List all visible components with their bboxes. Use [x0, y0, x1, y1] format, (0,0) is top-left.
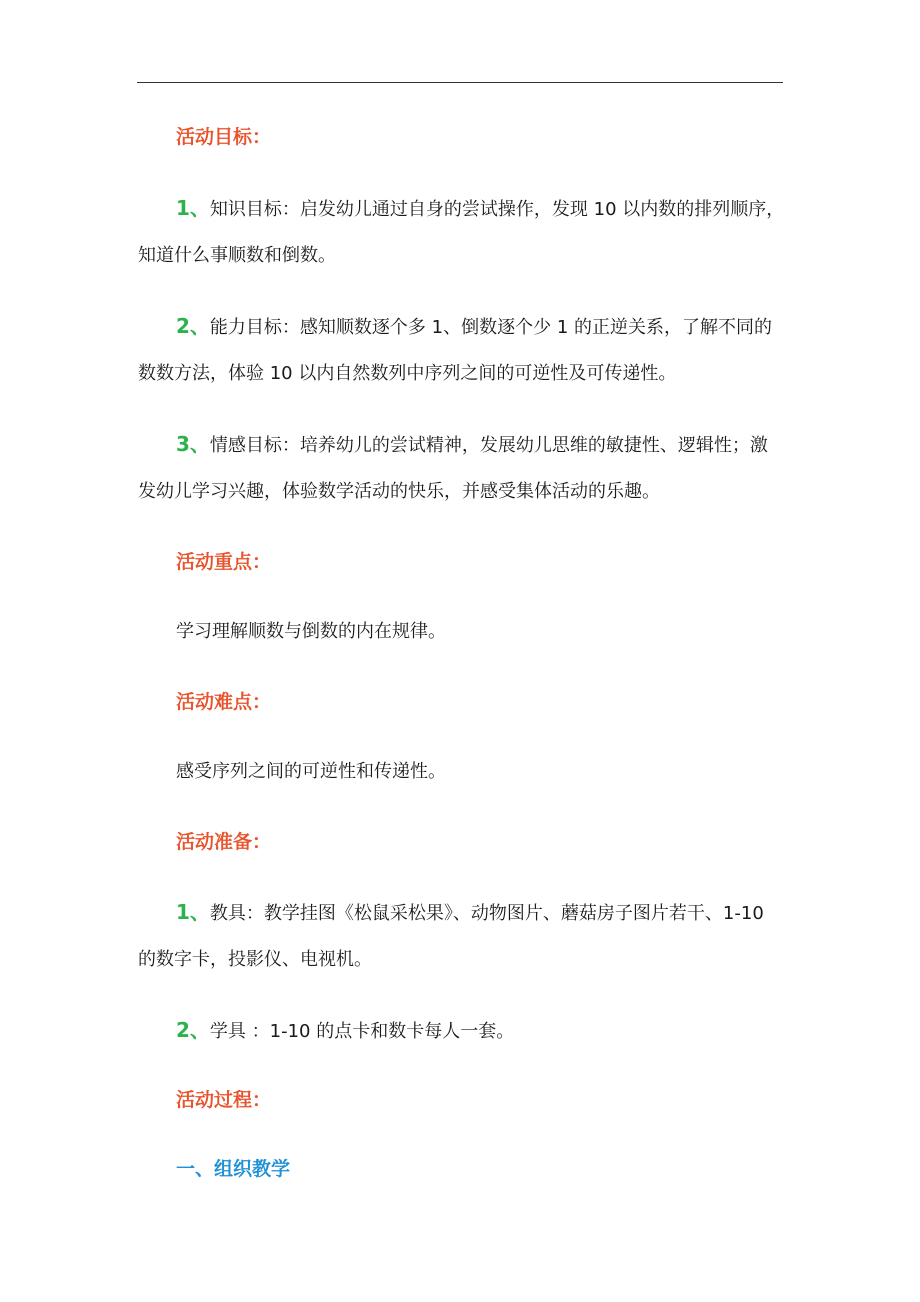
header-rule — [137, 82, 783, 83]
objective-1 — [138, 196, 786, 268]
item-number: 2、 — [176, 314, 210, 338]
objective-2 — [138, 314, 786, 386]
paragraph-line — [138, 900, 786, 924]
prep-heading — [138, 830, 786, 854]
paragraph-text: 能力目标：感知顺数逐个多 1、倒数逐个少 1 的正逆关系，了解不同的 — [209, 317, 772, 338]
paragraph-text: 情感目标：培养幼儿的尝试精神，发展幼儿思维的敏捷性、逻辑性；激 — [209, 435, 768, 456]
prep-2 — [138, 1018, 786, 1042]
item-number: 1、 — [176, 900, 210, 924]
difficulty-heading — [138, 690, 786, 714]
paragraph-line — [138, 314, 786, 338]
item-number: 1、 — [176, 196, 210, 220]
heading-text: 活动过程： — [176, 1089, 272, 1111]
objective-3 — [138, 432, 786, 504]
paragraph-line: 发幼儿学习兴趣，体验数学活动的快乐，并感受集体活动的乐趣。 — [138, 481, 660, 502]
paragraph-line: 的数字卡，投影仪、电视机。 — [138, 949, 372, 970]
paragraph-line: 数数方法，体验 10 以内自然数列中序列之间的可逆性及可传递性。 — [138, 363, 677, 384]
difficulty-paragraph — [138, 760, 786, 784]
item-number: 3、 — [176, 432, 210, 456]
paragraph-text: 学具 ：1-10 的点卡和数卡每人一套。 — [209, 1021, 515, 1042]
subheading-text: 一、组织教学 — [176, 1158, 291, 1180]
key-paragraph — [138, 620, 786, 644]
paragraph-text: 教具：教学挂图《松鼠采松果》、动物图片、蘑菇房子图片若干、1-10 — [209, 903, 764, 924]
paragraph-text: 感受序列之间的可逆性和传递性。 — [176, 761, 446, 782]
process-subheading — [138, 1157, 786, 1181]
paragraph-text: 学习理解顺数与倒数的内在规律。 — [176, 621, 446, 642]
key-heading — [138, 550, 786, 574]
paragraph-line — [138, 432, 786, 456]
process-heading — [138, 1088, 786, 1112]
paragraph-line — [138, 196, 786, 220]
heading-text: 活动重点： — [176, 551, 272, 573]
paragraph-line: 知道什么事顺数和倒数。 — [138, 245, 336, 266]
item-number: 2、 — [176, 1018, 210, 1042]
paragraph-line — [138, 1018, 786, 1042]
prep-1 — [138, 900, 786, 972]
heading-text: 活动准备： — [176, 831, 272, 853]
paragraph-text: 知识目标：启发幼儿通过自身的尝试操作，发现 10 以内数的排列顺序， — [209, 199, 785, 220]
heading-text: 活动难点： — [176, 691, 272, 713]
heading-text: 活动目标： — [176, 126, 272, 148]
objectives-heading — [138, 125, 786, 149]
